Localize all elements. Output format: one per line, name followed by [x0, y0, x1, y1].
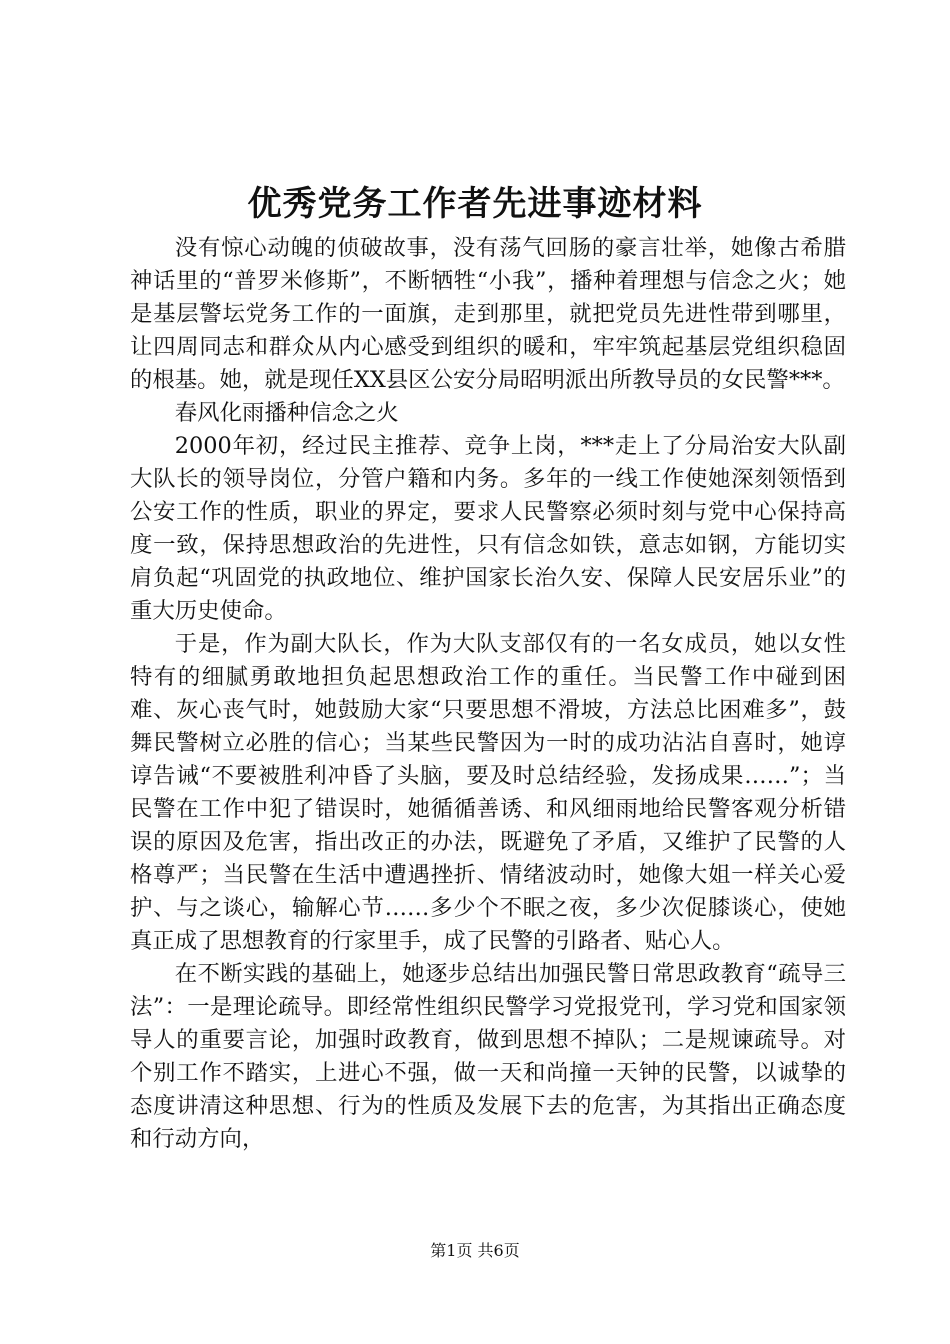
- paragraph: 没有惊心动魄的侦破故事，没有荡气回肠的豪言壮举，她像古希腊神话里的“普罗米修斯”，不断牺牲“小我”，播种着理想与信念之火；她是基层警坛党务工作的一面旗，走到那里，就把党员先进性带到哪里，让四周同志和群众从内心感受到组织的暖和，牢牢筑起基层党组织稳固的根基。她，就是现任XX县区公安分局昭明派出所教导员的女民警***。: [130, 235, 846, 393]
- paragraph: 2000年初，经过民主推荐、竞争上岗，***走上了分局治安大队副大队长的领导岗位，分管户籍和内务。多年的一线工作使她深刻领悟到公安工作的性质，职业的界定，要求人民警察必须时刻与党中心保持高度一致，保持思想政治的先进性，只有信念如铁，意志如钢，方能切实肩负起“巩固党的执政地位、维护国家长治久安、保障人民安居乐业”的重大历史使命。: [130, 433, 846, 624]
- paragraph: 于是，作为副大队长，作为大队支部仅有的一名女成员，她以女性特有的细腻勇敢地担负起思想政治工作的重任。当民警工作中碰到困难、灰心丧气时，她鼓励大家“只要思想不滑坡，方法总比困难多”，鼓舞民警树立必胜的信心；当某些民警因为一时的成功沾沾自喜时，她谆谆告诫“不要被胜利冲昏了头脑，要及时总结经验，发扬成果……”；当民警在工作中犯了错误时，她循循善诱、和风细雨地给民警客观分析错误的原因及危害，指出改正的办法，既避免了矛盾，又维护了民警的人格尊严；当民警在生活中遭遇挫折、情绪波动时，她像大姐一样关心爱护、与之谈心，输解心节……多少个不眠之夜，多少次促膝谈心，使她真正成了思想教育的行家里手，成了民警的引路者、贴心人。: [130, 631, 846, 954]
- document-body: [130, 232, 846, 1156]
- section-heading: 春风化雨播种信念之火: [174, 400, 399, 426]
- paragraph: 在不断实践的基础上，她逐步总结出加强民警日常思政教育“疏导三法”：一是理论疏导。即经常性组织民警学习党报党刊，学习党和国家领导人的重要言论，加强时政教育，做到思想不掉队；二是规谏疏导。对个别工作不踏实，上进心不强，做一天和尚撞一天钟的民警，以诚挚的态度讲清这种思想、行为的性质及发展下去的危害，为其指出正确态度和行动方向，: [130, 961, 846, 1152]
- page-number-footer: 第1页 共6页: [430, 1241, 520, 1260]
- document-title: 优秀党务工作者先进事迹材料: [247, 184, 703, 224]
